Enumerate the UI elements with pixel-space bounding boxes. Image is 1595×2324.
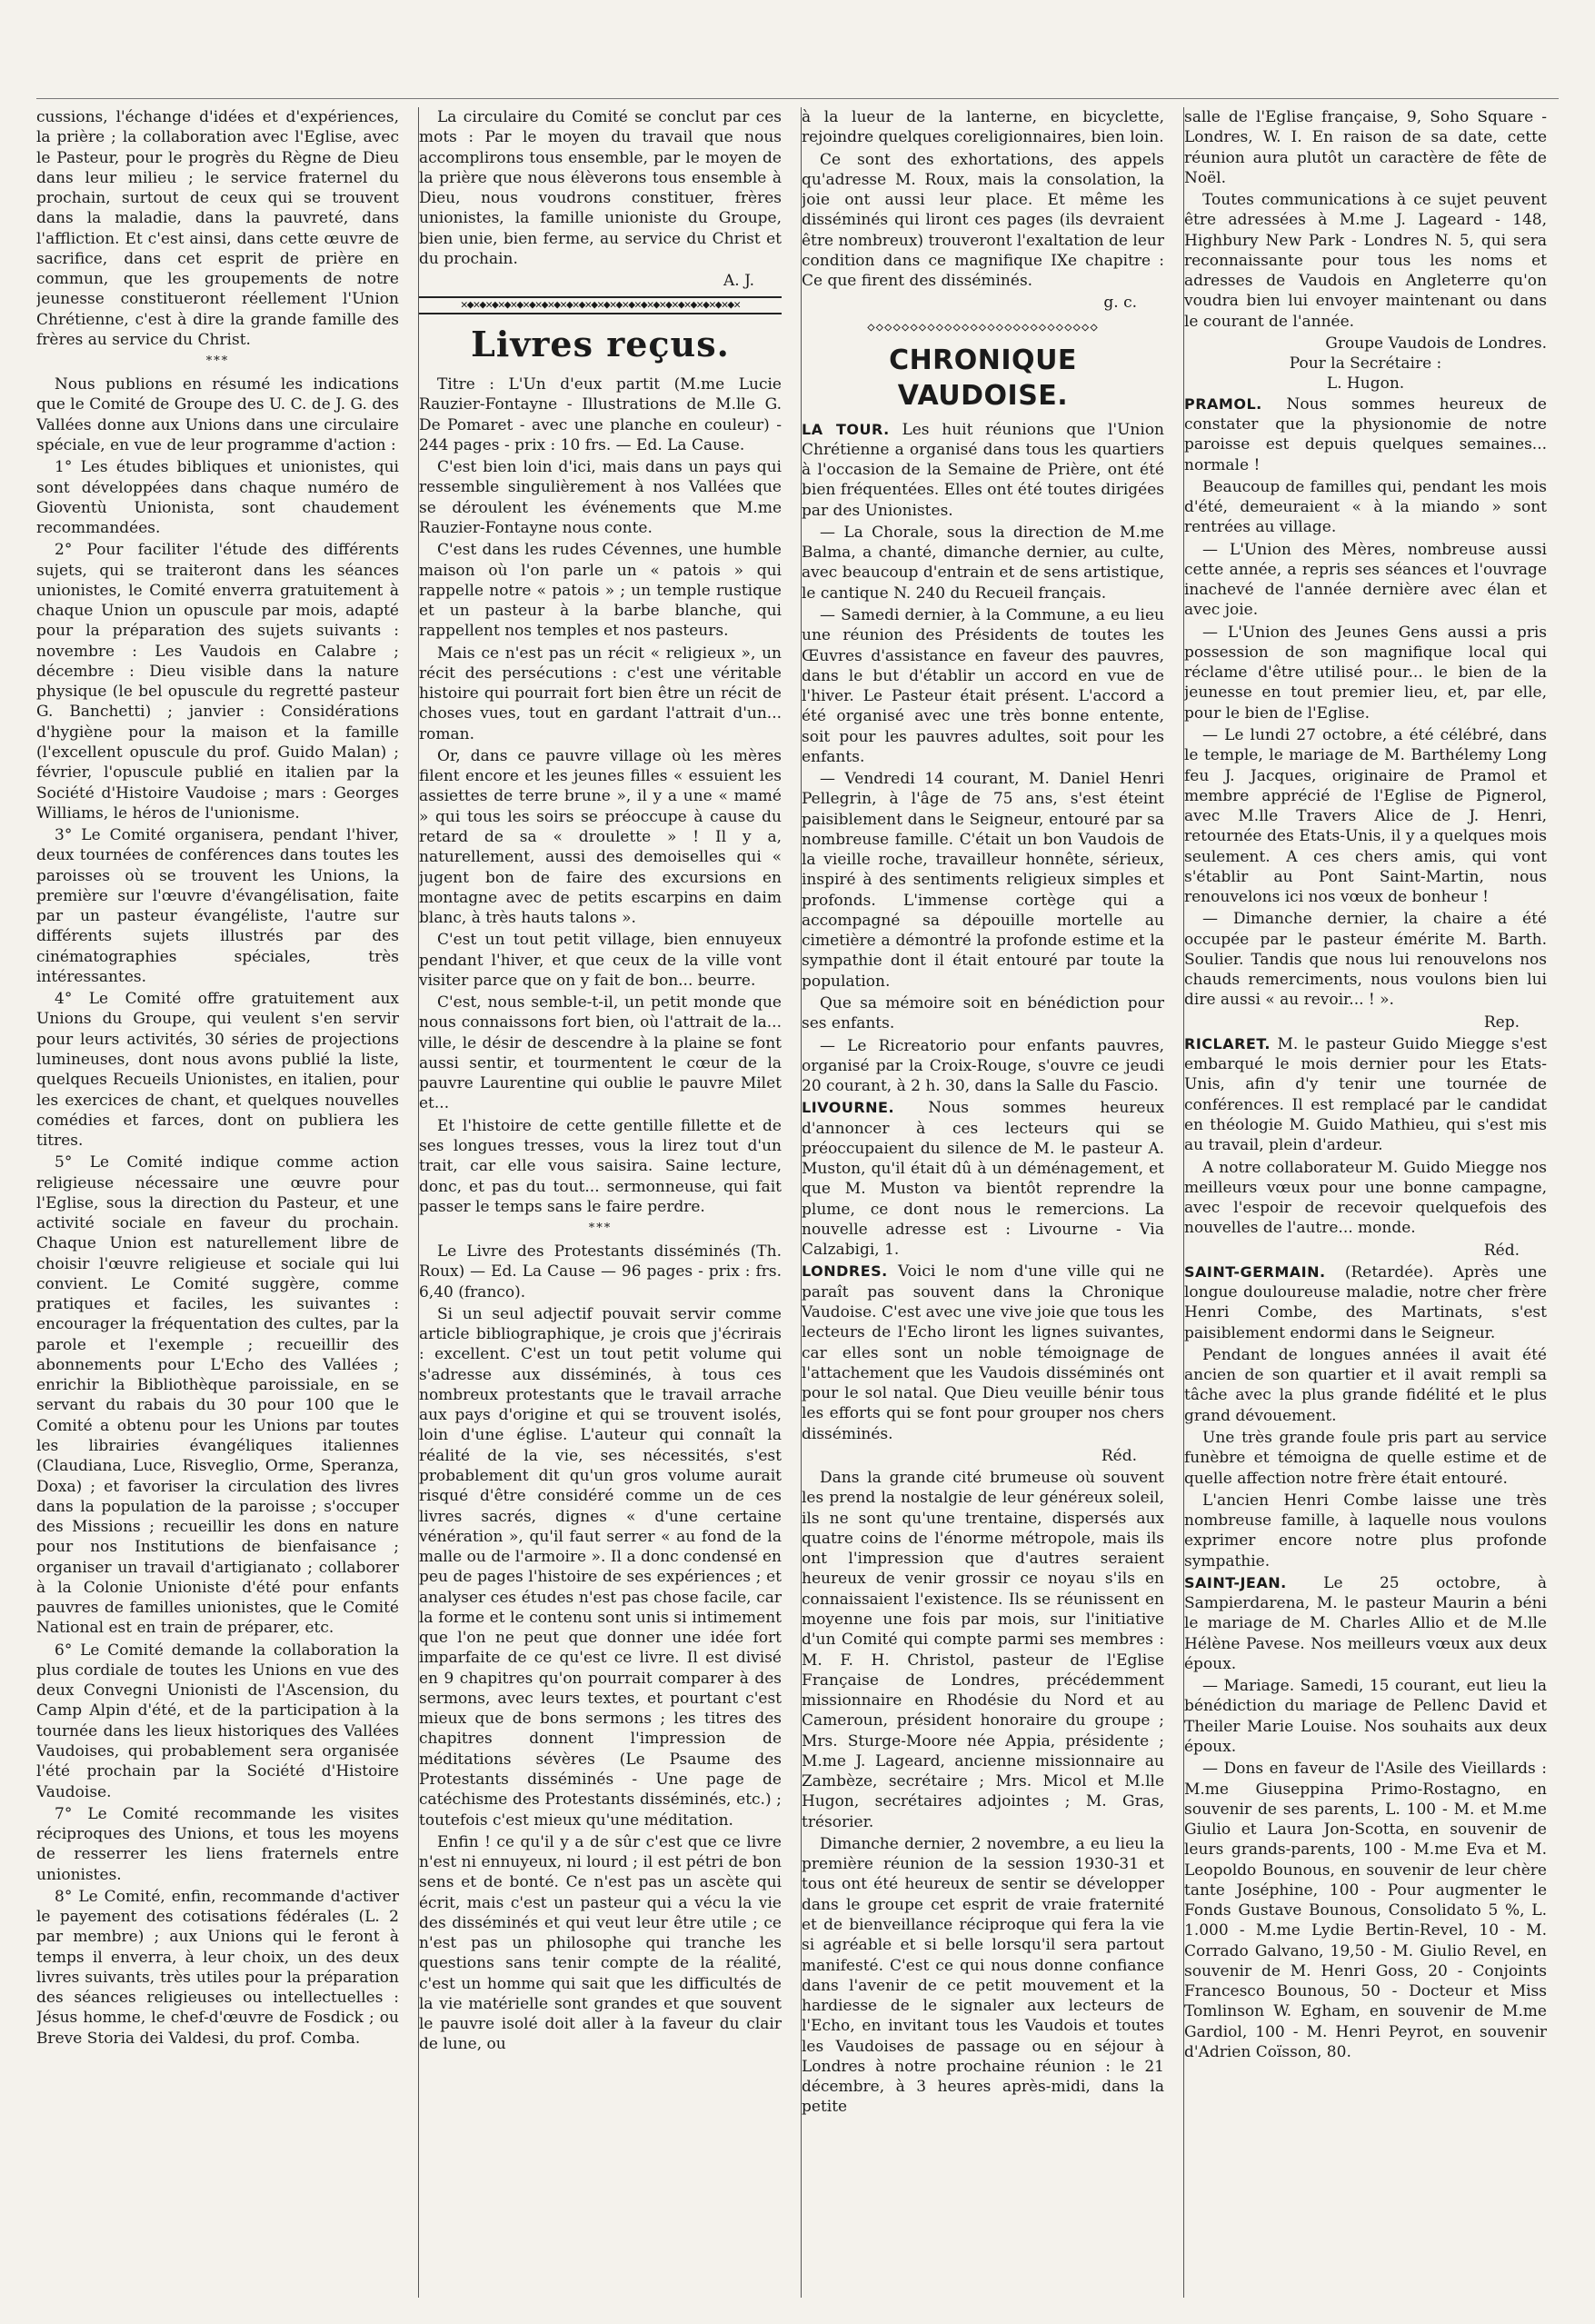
place-heading: RICLARET. <box>1184 1034 1271 1052</box>
article-paragraph <box>1184 394 1547 475</box>
paragraph-text: Que sa mémoire soit en bénédiction pour ses enfants. <box>802 994 1164 1033</box>
article-paragraph <box>419 746 782 928</box>
article-paragraph <box>419 992 782 1114</box>
article-paragraph <box>1184 1491 1547 1571</box>
paragraph-text: Une très grande foule pris part au service funèbre et témoigna de quelle estime et de quelle affection notre frère était entouré. <box>1184 1429 1547 1488</box>
paragraph-text: L'ancien Henri Combe laisse une très nombreuse famille, à laquelle nous voulons exprimer encore notre plus profonde sympathie. <box>1184 1491 1547 1571</box>
article-paragraph <box>419 374 782 455</box>
article-paragraph <box>802 769 1164 992</box>
paragraph-text: Pendant de longues années il avait été ancien de son quartier et il avait rempli sa tâche avec la plus grande fidélité et le plus grand dévouement. <box>1184 1345 1547 1425</box>
article-paragraph <box>802 107 1164 148</box>
article-paragraph <box>1184 725 1547 907</box>
article-paragraph <box>802 1262 1164 1443</box>
signature: g. c. <box>1103 294 1137 313</box>
article-paragraph <box>1184 1034 1547 1156</box>
article-paragraph <box>36 1804 399 1885</box>
article-paragraph <box>36 1152 399 1638</box>
article-paragraph <box>419 107 782 269</box>
signature: Rep. <box>1483 1012 1520 1032</box>
signature-line: L. Hugon. <box>1326 374 1405 394</box>
article-paragraph <box>1184 623 1547 723</box>
article-paragraph <box>1184 190 1547 332</box>
paragraph-text: 2° Pour faciliter l'étude des différents sujets, qui se traiteront dans les séances unionistes, le Comité enverra gratuitement à chaque Union un opuscule par mois, adapté pour la préparation des sujets suivants : novembre : Les Vaudois en Calabre ; décembre : Dieu visible dans la nature physique (le bel opuscule du regretté pasteur G. Banchetti) ; janvier : Considérations d'hygiène pour la maison et la famille (l'excellent opuscule du prof. Guido Malan) ; février, l'opuscule publié en italien par la Société d'Histoire Vaudoise ; mars : Georges Williams, le héros de l'unionisme. <box>36 541 399 823</box>
paragraph-text: C'est un tout petit village, bien ennuyeux pendant l'hiver, et que ceux de la ville vont visiter parce que on y fait de bon... beurre. <box>419 931 782 990</box>
ornament-divider: ✕◆✕◆✕◆✕◆✕◆✕◆✕◆✕◆✕◆✕◆✕◆✕◆✕◆✕◆✕◆✕◆✕◆✕◆✕◆✕◆✕◆✕◆✕ <box>419 296 782 314</box>
article-paragraph <box>419 1832 782 2055</box>
paragraph-text: 4° Le Comité offre gratuitement aux Unions du Groupe, qui veulent s'en servir pour leurs activités, 30 séries de projections lumineuses, dont nous avons publié la liste, quelques Recueils Unionistes, en italien, pour les exercices de chant, et quelques nouvelles comédies et farces, dont on publiera les titres. <box>36 990 399 1151</box>
article-paragraph <box>802 150 1164 292</box>
article-paragraph <box>36 540 399 823</box>
article-paragraph <box>1184 1158 1547 1239</box>
article-paragraph <box>419 1304 782 1830</box>
section-heading: Livres reçus. <box>471 324 730 365</box>
paragraph-text: — Le lundi 27 octobre, a été célébré, dans le temple, le mariage de M. Barthélemy Long feu J. Jacques, originaire de Pramol et membre apprécié de l'Eglise de Pignerol, avec M.lle Travers Alice de J. Henri, retournée des Etats-Unis, il y a quelques mois seulement. A ces chers amis, qui vont s'établir au Pont Saint-Martin, nous renouvelons ici nos vœux de bonheur ! <box>1184 725 1547 907</box>
article-paragraph <box>36 457 399 538</box>
paragraph-text: Enfin ! ce qu'il y a de sûr c'est que ce livre n'est ni ennuyeux, ni lourd ; il est pétri de bon sens et de bonté. Ce n'est pas un ascète qui écrit, mais c'est un pasteur qui a vécu la vie des disséminés et qui veut leur être utile ; ce n'est pas un philosophe qui tranche les questions sans tenir compte de la réalité, c'est un homme qui sait que les difficultés de la vie matérielle sont grandes et que souvent le pauvre isolé doit aller à la faveur du clair de lune, ou <box>419 1832 782 2054</box>
paragraph-text: — Le Ricreatorio pour enfants pauvres, organisé par la Croix-Rouge, s'ouvre ce jeudi 20 courant, à 2 h. 30, dans la Salle du Fascio. <box>802 1036 1164 1096</box>
paragraph-text: — L'Union des Mères, nombreuse aussi cette année, a repris ses séances et l'ouvrage inachevé de l'année dernière avec élan et avec joie. <box>1184 540 1547 620</box>
columns <box>36 107 1559 2307</box>
article-paragraph <box>1184 1345 1547 1426</box>
article-paragraph <box>802 523 1164 603</box>
column-2 <box>419 107 782 2307</box>
signature: Réd. <box>1483 1241 1520 1260</box>
paragraph-text: M. le pasteur Guido Miegge s'est embarqué le mois dernier pour les Etats-Unis, afin d'y tenir une tournée de conférences. Il est remplacé par le candidat en théologie M. Guido Mathieu, qui s'est mis au travail, plein d'ardeur. <box>1184 1034 1547 1155</box>
paragraph-text: Or, dans ce pauvre village où les mères filent encore et les jeunes filles « essuient les assiettes de terre brune », il y a une « mamé » qui tous les soirs se préoccupe à cause du retard de sa « droulette » ! Il y a, naturellement, aussi des demoiselles qui « jugent bon de faire des excursions en montagne avec de petits escarpins en daim blanc, à très hauts talons ». <box>419 746 782 928</box>
article-paragraph <box>36 1887 399 2049</box>
paragraph-text: Dans la grande cité brumeuse où souvent les prend la nostalgie de leur généreux soleil, ils ne sont qu'une trentaine, dispersés aux quatre coins de l'énorme métropole, mais ils ont l'impression que d'autres seraient heureux de venir grossir ce noyau s'ils en connaissaient l'existence. Ils se réunissent en moyenne une fois par mois, sur l'initiative d'un Comité qui compte parmi ses membres : M. F. H. Christol, pasteur de l'Eglise Française de Londres, précédemment missionnaire en Rhodésie du Nord et au Cameroun, président honoraire du groupe ; Mrs. Sturge-Moore née Appia, présidente ; M.me J. Lageard, ancienne missionnaire au Zambèze, secrétaire ; Mrs. Micol et M.lle Hugon, secrétaires adjointes ; M. Gras, trésorier. <box>802 1469 1164 1831</box>
column-4 <box>1184 107 1547 2307</box>
top-rule <box>36 98 1559 99</box>
paragraph-text: 1° Les études bibliques et unionistes, qui sont développées dans chaque numéro de Gioventù Unionista, sont chaudement recommandées. <box>36 458 399 538</box>
paragraph-text: Beaucoup de familles qui, pendant les mois d'été, demeuraient « à la miando » sont rentrées au village. <box>1184 477 1547 537</box>
paragraph-text: Et l'histoire de cette gentille fillette et de ses longues tresses, vous la lirez tout d'un trait, car elle vous saisira. Saine lecture, donc, et pas du tout... sermonneuse, qui fait passer le temps sans le faire perdre. <box>419 1116 782 1216</box>
paragraph-text: Titre : L'Un d'eux partit (M.me Lucie Rauzier-Fontayne - Illustrations de M.lle G. De Pomaret - avec une planche en couleur) - 244 pages - prix : 10 frs. — Ed. La Cause. <box>419 375 782 454</box>
article-paragraph <box>802 1468 1164 1832</box>
paragraph-text: salle de l'Eglise française, 9, Soho Square - Londres, W. I. En raison de sa date, cette réunion aura plutôt un caractère de fête de Noël. <box>1184 108 1547 187</box>
paragraph-text: Les huit réunions que l'Union Chrétienne a organisé dans tous les quartiers à l'occasion de la Semaine de Prière, ont été bien fréquentées. Elles ont été toutes dirigées par des Unionistes. <box>802 420 1164 520</box>
article-paragraph <box>1184 477 1547 538</box>
paragraph-text: 5° Le Comité indique comme action religieuse nécessaire une œuvre pour l'Eglise, sous la direction du Pasteur, et une activité sociale en faveur du prochain. Chaque Union est naturellement libre de choisir l'œuvre religieuse et sociale qui lui convient. Le Comité suggère, comme pratiques et faciles, les suivantes : encourager la fréquentation des cultes, par la parole et l'exemple ; recueillir des abonnements pour L'Echo des Vallées ; enrichir la Bibliothèque paroissiale, en se servant du rabais du 30 pour 100 que le Comité a obtenu pour les Unions par toutes les librairies évangéliques italiennes (Claudiana, Luce, Risveglio, Orme, Speranza, Doxa) ; et favoriser la circulation des livres dans la population de la paroisse ; s'occuper des Missions ; recueillir les dons en nature pour nos Institutions de bienfaisance ; organiser un travail d'artigianato ; collaborer à la Colonie Unioniste d'été pour enfants pauvres de familles unionistes, que le Comité National est en train de préparer, etc. <box>36 1153 399 1638</box>
paragraph-text: C'est, nous semble-t-il, un petit monde que nous connaissons fort bien, où l'attrait de la... ville, le désir de descendre à la plaine se font aussi sentir, et tourmentent le cœur de la pauvre Laurentine qui oublie le pauvre Milet et... <box>419 993 782 1113</box>
paragraph-text: C'est dans les rudes Cévennes, une humble maison où l'on parle un « patois » qui rappelle notre « patois » ; un temple rustique et un pasteur à la barbe blanche, qui rappellent nos temples et nos pasteurs. <box>419 541 782 641</box>
paragraph-text: Le 25 octobre, à Sampierdarena, M. le pasteur Maurin a béni le mariage de M. Charles Allio et de M.lle Hélène Pavese. Nos meilleurs vœux aux deux époux. <box>1184 1573 1547 1673</box>
paragraph-text: *** <box>588 1222 613 1236</box>
article-paragraph <box>802 1834 1164 2118</box>
article-paragraph <box>419 1116 782 1217</box>
section-separator <box>419 1221 782 1236</box>
place-heading: LA TOUR. <box>802 420 890 438</box>
article-paragraph <box>36 989 399 1151</box>
article-paragraph <box>419 1242 782 1302</box>
article-paragraph <box>802 605 1164 767</box>
paragraph-text: — Dons en faveur de l'Asile des Vieillards : M.me Giuseppina Primo-Rostagno, en souvenir de ses parents, L. 100 - M. et M.me Giulio et Laura Jon-Scotta, en souvenir de leurs grands-parents, 100 - M.me Eva et M. Leopoldo Bounous, en souvenir de leur chère tante Joséphine, 100 - Pour augmenter le Fonds Gustave Bounous, Consolidato 5 %, L. 1.000 - M.me Lydie Bertin-Revel, 10 - M. Corrado Galvano, 19,50 - M. Giulio Revel, en souvenir de M. Henri Goss, 20 - Conjoints Francesco Bounous, 50 - Docteur et Miss Tomlinson W. Egham, en souvenir de M.me Gardiol, 100 - M. Henri Peyrot, en souvenir d'Adrien Coïsson, 80. <box>1184 1760 1547 2061</box>
article-paragraph <box>802 420 1164 521</box>
signature: Réd. <box>1101 1446 1137 1465</box>
article-paragraph <box>802 1098 1164 1260</box>
place-heading: LIVOURNE. <box>802 1099 895 1117</box>
ornament-divider: ◇◇◇◇◇◇◇◇◇◇◇◇◇◇◇◇◇◇◇◇◇◇◇◇◇◇◇ <box>867 319 1099 334</box>
article-paragraph <box>36 1641 399 1802</box>
paragraph-text: Toutes communications à ce sujet peuvent être adressées à M.me J. Lageard - 148, Highbury New Park - Londres N. 5, qui sera reconnaissante pour tous les noms et adresses de Vaudois en Angleterre qu'on voudra bien lui envoyer maintenant ou dans le courant de l'année. <box>1184 191 1547 331</box>
paragraph-text: Mais ce n'est pas un récit « religieux », un récit des persécutions : c'est une véritable histoire qui pourrait fort bien être un récit de choses vues, tout en gardant l'attrait d'un... roman. <box>419 643 782 743</box>
paragraph-text: La circulaire du Comité se conclut par ces mots : Par le moyen du travail que nous accomplirons tous ensemble, par le moyen de la prière que nous élèverons tous ensemble à Dieu, nous voudrons constituer, frères unionistes, la famille unioniste du Groupe, bien unie, bien ferme, au service du Christ et du prochain. <box>419 108 782 268</box>
article-paragraph <box>1184 1759 1547 2062</box>
paragraph-text: A notre collaborateur M. Guido Miegge nos meilleurs vœux pour une bonne campagne, avec l'espoir de recevoir quelquefois des nouvelles de l'autre... monde. <box>1184 1158 1547 1238</box>
column-1 <box>36 107 399 2307</box>
paragraph-text: Nous sommes heureux d'annoncer à ces lecteurs qui se préoccupaient du silence de M. le pasteur A. Muston, qu'il était dû à un déménagement, et que M. Muston va bientôt reprendre la plume, ce dont nous le remercions. La nouvelle adresse est : Livourne - Via Calzabigi, 1. <box>802 1099 1164 1260</box>
paragraph-text: Le Livre des Protestants disséminés (Th. Roux) — Ed. La Cause — 96 pages - prix : frs. 6,40 (franco). <box>419 1242 782 1302</box>
article-paragraph <box>1184 1573 1547 1674</box>
article-paragraph <box>419 930 782 991</box>
paragraph-text: à la lueur de la lanterne, en bicyclette, rejoindre quelques coreligionnaires, bien loin. <box>802 108 1164 147</box>
article-paragraph <box>419 643 782 744</box>
article-paragraph <box>802 993 1164 1034</box>
paragraph-text: — Samedi dernier, à la Commune, a eu lieu une réunion des Présidents de toutes les Œuvres d'assistance en faveur des pauvres, dans le but d'établir un accord en vue de l'hiver. Le Pasteur était présent. L'accord a été organisé avec une très bonne entente, soit pour les pauvres adultes, soit pour les enfants. <box>802 605 1164 766</box>
paragraph-text: — Mariage. Samedi, 15 courant, eut lieu la bénédiction du mariage de Pellenc David et Theiler Marie Louise. Nos souhaits aux deux époux. <box>1184 1677 1547 1756</box>
paragraph-text: — L'Union des Jeunes Gens aussi a pris possession de son magnifique local qui réclame d'être utilisé pour... le bien de la jeunesse en tout premier lieu, et, par elle, pour le bien de l'Eglise. <box>1184 623 1547 723</box>
article-paragraph <box>802 1036 1164 1097</box>
paragraph-text: Nous sommes heureux de constater que la physionomie de notre paroisse est depuis quelques semaines... normale ! <box>1184 394 1547 474</box>
paragraph-text: 8° Le Comité, enfin, recommande d'activer le payement des cotisations fédérales (L. 2 par membre) ; aux Unions qui le feront à temps il enverra, à leur choix, un des deux livres suivants, très utiles pour la préparation des séances religieuses ou intellectuelles : Jésus homme, le chef-d'œuvre de Fosdick ; ou Breve Storia dei Valdesi, du prof. Comba. <box>36 1887 399 2048</box>
paragraph-text: Dimanche dernier, 2 novembre, a eu lieu la première réunion de la session 1930-31 et tous ont été heureux de sentir se développer dans le groupe cet esprit de vraie fraternité et de bienveillance réciproque qui fera la vie si agréable et si belle lorsqu'il sera partout manifesté. C'est ce qui nous donne confiance dans l'avenir de ce petit mouvement et la hardiesse de le signaler aux lecteurs de l'Echo, en invitant tous les Vaudois et toutes les Vaudoises de passage ou en séjour à Londres à notre prochaine réunion : le 21 décembre, à 3 heures après-midi, dans la petite <box>802 1834 1164 2117</box>
place-heading: SAINT-JEAN. <box>1184 1573 1287 1591</box>
paragraph-text: 6° Le Comité demande la collaboration la plus cordiale de toutes les Unions en vue des deux Convegni Unionisti de l'Ascension, du Camp Alpin d'été, et de la participation à la tournée dans les lieux historiques des Vallées Vaudoises, qui probablement sera organisée l'été prochain par la Société d'Histoire Vaudoise. <box>36 1641 399 1801</box>
paragraph-text: — La Chorale, sous la direction de M.me Balma, a chanté, dimanche dernier, au culte, avec beaucoup d'entrain et de sens artistique, le cantique N. 240 du Recueil français. <box>802 523 1164 603</box>
signature-line: Groupe Vaudois de Londres. <box>1325 334 1547 353</box>
place-heading: PRAMOL. <box>1184 394 1262 413</box>
paragraph-text: C'est bien loin d'ici, mais dans un pays qui ressemble singulièrement à nos Vallées que se déroulent les événements que M.me Rauzier-Fontayne nous conte. <box>419 458 782 538</box>
article-paragraph <box>36 825 399 987</box>
paragraph-text: cussions, l'échange d'idées et d'expériences, la prière ; la collaboration avec l'Eglise, avec le Pasteur, pour le progrès du Règne de Dieu dans leur milieu ; le service fraternel du prochain, surtout de ceux qui se trouvent dans la maladie, dans la pauvreté, dans l'affliction. Et c'est ainsi, dans cette œuvre de sacrifice, dans cet esprit de prière en commun, que les groupements de notre jeunesse constitueront réellement l'Union Chrétienne, c'est à dire la grande famille des frères au service du Christ. <box>36 108 399 349</box>
section-heading: CHRONIQUE VAUDOISE. <box>889 344 1077 413</box>
article-paragraph <box>419 540 782 641</box>
article-paragraph <box>1184 1428 1547 1489</box>
paragraph-text: 3° Le Comité organisera, pendant l'hiver, deux tournées de conférences dans toutes les paroisses où se trouvent les Unions, la première sur l'œuvre d'évangélisation, faite par un pasteur évangéliste, l'autre sur différents sujets illustrés par des cinématographies spéciales, très intéressantes. <box>36 826 399 986</box>
paragraph-text: Ce sont des exhortations, des appels qu'adresse M. Roux, mais la consolation, la joie ont aussi leur place. Et même les disséminés qui liront ces pages (ils devraient être nombreux) trouveront l'exaltation de leur condition dans ce magnifique IXe chapitre : Ce que firent des disséminés. <box>802 150 1164 291</box>
paragraph-text: 7° Le Comité recommande les visites réciproques des Unions, et tous les moyens de resserrer les liens fraternels entre unionistes. <box>36 1804 399 1884</box>
paragraph-text: Nous publions en résumé les indications que le Comité de Groupe des U. C. de J. G. des Vallées donne aux Unions dans une circulaire spéciale, en vue de leur programme d'action : <box>36 375 399 454</box>
article-paragraph <box>36 107 399 350</box>
place-heading: LONDRES. <box>802 1262 888 1281</box>
signature: A. J. <box>723 272 754 291</box>
paragraph-text: — Vendredi 14 courant, M. Daniel Henri Pellegrin, à l'âge de 75 ans, s'est éteint paisiblement dans le Seigneur, entouré par sa nombreuse famille. C'était un bon Vaudois de la vieille roche, travailleur honnête, sérieux, inspiré à des sentiments religieux simples et profonds. L'immense cortège qui a accompagné sa dépouille mortelle au cimetière a démontré la profonde estime et la sympathie dont il était entouré par toute la population. <box>802 770 1164 991</box>
article-paragraph <box>1184 909 1547 1010</box>
section-separator <box>36 354 399 369</box>
paragraph-text: Voici le nom d'une ville qui ne paraît pas souvent dans la Chronique Vaudoise. C'est avec une vive joie que tous les lecteurs de l'Echo liront les lignes suivantes, car elles sont un noble témoignage de l'attachement que les Vaudois disséminés ont pour le sol natal. Que Dieu veuille bénir tous les efforts qui se font pour grouper nos chers disséminés. <box>802 1262 1164 1443</box>
paragraph-text: — Dimanche dernier, la chaire a été occupée par le pasteur émérite M. Barth. Soulier. Tandis que nous lui renouvelons nos chauds remerciments, nous voulons bien lui dire aussi « au revoir... ! ». <box>1184 910 1547 1010</box>
column-3 <box>802 107 1164 2307</box>
paragraph-text: *** <box>205 354 230 369</box>
article-paragraph <box>36 374 399 455</box>
article-paragraph <box>1184 107 1547 188</box>
signature-line: Pour la Secrétaire : <box>1289 354 1442 374</box>
article-paragraph <box>1184 1676 1547 1757</box>
place-heading: SAINT-GERMAIN. <box>1184 1262 1326 1281</box>
paragraph-text: (Retardée). Après une longue douloureuse maladie, notre cher frère Henri Combe, des Martinats, s'est paisiblement endormi dans le Seigneur. <box>1184 1262 1547 1342</box>
paragraph-text: Si un seul adjectif pouvait servir comme article bibliographique, je crois que j'écrirais : excellent. C'est un tout petit volume qui s'adresse aux disséminés, à tous ces nombreux protestants que le travail arrache aux pays d'origine et qui se trouvent isolés, loin d'une église. L'auteur qui connaît la réalité de la vie, ses nécessités, s'est probablement dit qu'un gros volume aurait risqué d'être considéré comme un de ces livres sacrés, dignes « d'une certaine vénération », qu'il faut serrer « au fond de la malle ou de l'armoire ». Il a donc condensé en peu de pages l'histoire de ses expériences ; et analyser ces études n'est pas chose facile, car la forme et le contenu sont unis si intimement que l'on ne peut que donner une idée fort imparfaite de ce qu'est ce livre. Il est divisé en 9 chapitres qu'on pourrait comparer à des sermons, avec leurs textes, et pourtant c'est mieux que de bons sermons ; les titres des chapitres donnent l'impression de méditations sévères (Le Psaume des Protestants disséminés - Une page de catéchisme des Protestants disséminés, etc.) ; toutefois c'est mieux qu'une méditation. <box>419 1304 782 1830</box>
article-paragraph <box>1184 1262 1547 1343</box>
article-paragraph <box>419 457 782 538</box>
article-paragraph <box>1184 540 1547 621</box>
